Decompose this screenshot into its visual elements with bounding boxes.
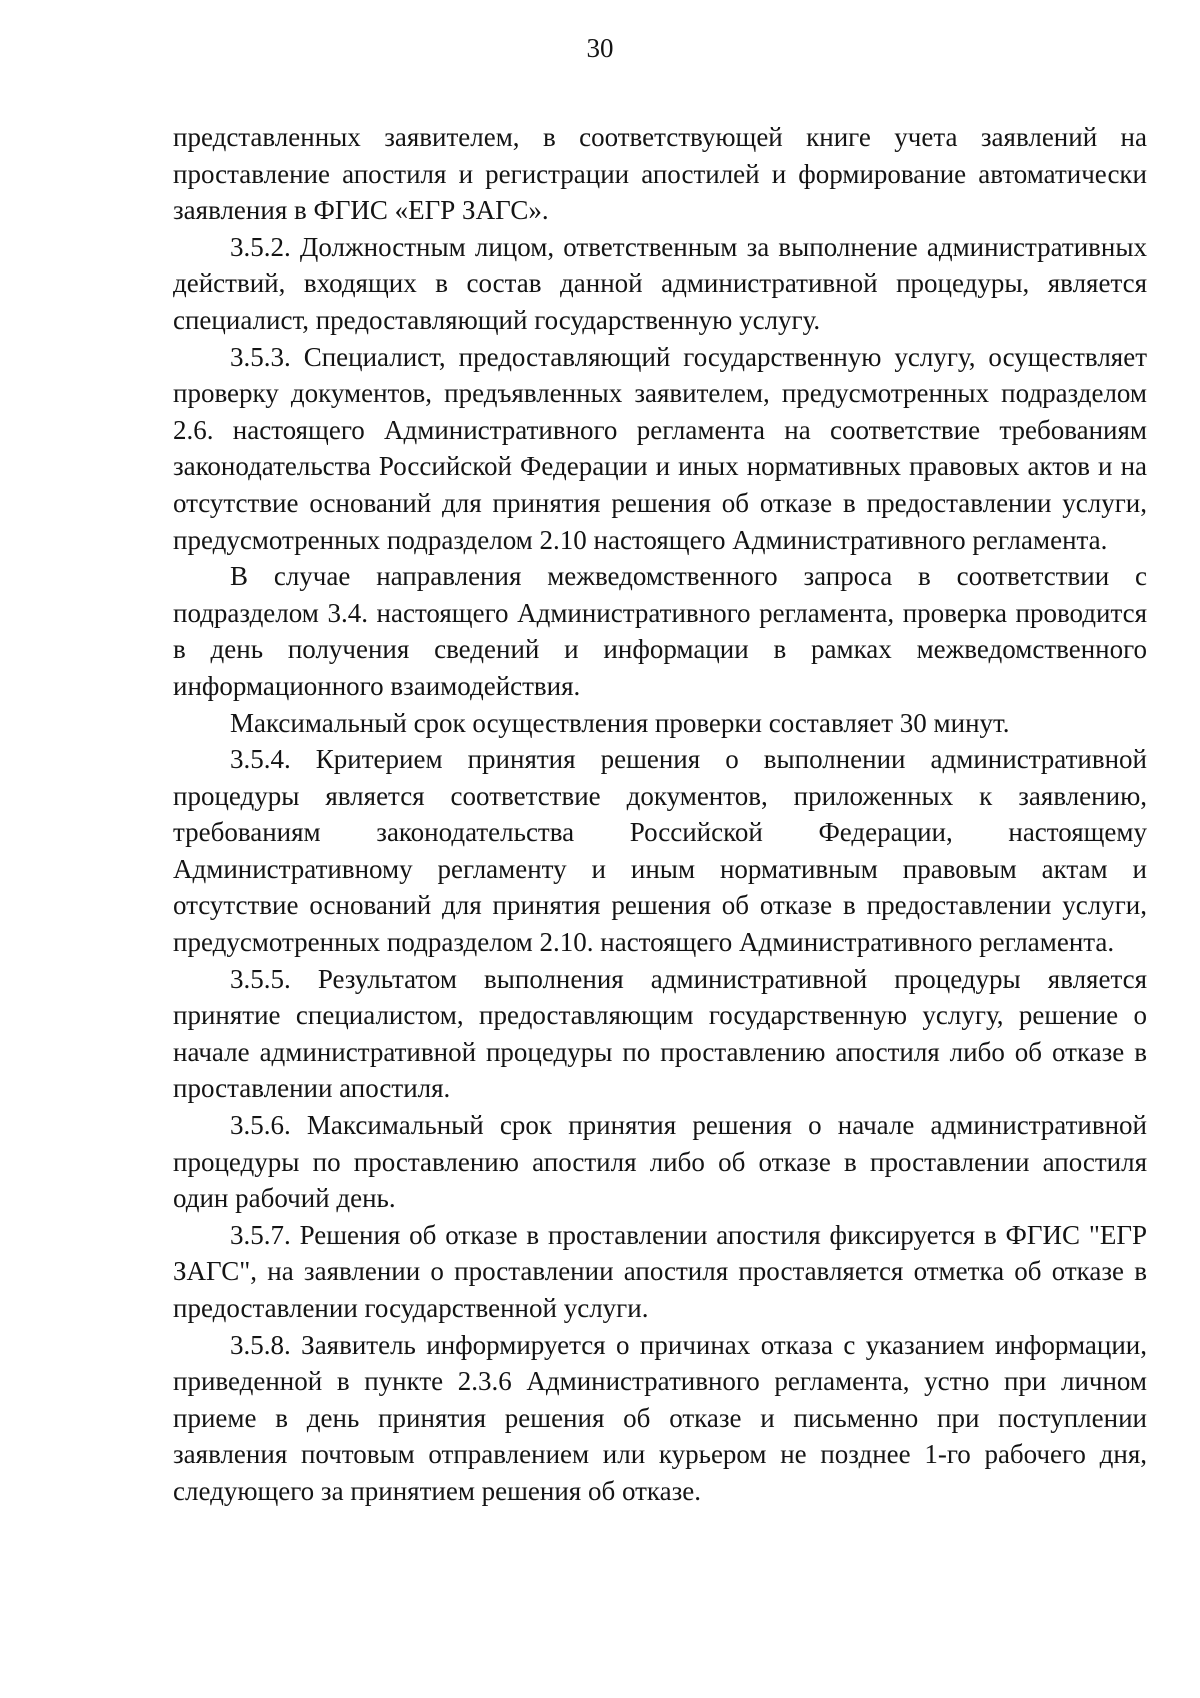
- paragraph-3-5-4: 3.5.4. Критерием принятия решения о выполнении административной процедуры является соответствие документов, приложенных к заявлению, требованиям законодательства Российской Федерации, настоящему Административному регламенту и иным нормативным правовым актам и отсутствие оснований для принятия решения об отказе в предоставлении услуги, предусмотренных подразделом 2.10. настоящего Административного регламента.: [173, 744, 1147, 958]
- page-number: 30: [586, 33, 614, 63]
- paragraph-3-5-7: 3.5.7. Решения об отказе в проставлении апостиля фиксируется в ФГИС "ЕГР ЗАГС", на заявлении о проставлении апостиля проставляется отметка об отказе в предоставлении государственной услуги.: [173, 1219, 1147, 1323]
- paragraph-3-5-6: 3.5.6. Максимальный срок принятия решения о начале административной процедуры по проставлению апостиля либо об отказе в проставлении апостиля один рабочий день.: [173, 1110, 1147, 1214]
- paragraph-interagency-request: В случае направления межведомственного запроса в соответствии с подразделом 3.4. настоящего Административного регламента, проверка проводится в день получения сведений и информации в рамках межведомственного информационного взаимодействия.: [173, 561, 1147, 701]
- paragraph-continuation: представленных заявителем, в соответствующей книге учета заявлений на проставление апостиля и регистрации апостилей и формирование автоматически заявления в ФГИС «ЕГР ЗАГС».: [173, 122, 1147, 226]
- paragraph-3-5-2: 3.5.2. Должностным лицом, ответственным за выполнение административных действий, входящих в состав данной административной процедуры, является специалист, предоставляющий государственную услугу.: [173, 231, 1147, 335]
- paragraph-max-check-time: Максимальный срок осуществления проверки составляет 30 минут.: [230, 707, 1010, 738]
- paragraph-3-5-5: 3.5.5. Результатом выполнения административной процедуры является принятие специалистом, предоставляющим государственную услугу, решение о начале административной процедуры по проставлению апостиля либо об отказе в проставлении апостиля.: [173, 963, 1147, 1104]
- paragraph-3-5-3: 3.5.3. Специалист, предоставляющий государственную услугу, осуществляет проверку документов, предъявленных заявителем, предусмотренных подразделом 2.6. настоящего Административного регламента на соответствие требованиям законодательства Российской Федерации и иных нормативных правовых актов и на отсутствие оснований для принятия решения об отказе в предоставлении услуги, предусмотренных подразделом 2.10 настоящего Административного регламента.: [173, 341, 1147, 555]
- document-body: [173, 119, 1147, 1510]
- paragraph-3-5-8: 3.5.8. Заявитель информируется о причинах отказа с указанием информации, приведенной в пункте 2.3.6 Административного регламента, устно при личном приеме в день принятия решения об отказе и письменно при поступлении заявления почтовым отправлением или курьером не позднее 1-го рабочего дня, следующего за принятием решения об отказе.: [173, 1329, 1147, 1506]
